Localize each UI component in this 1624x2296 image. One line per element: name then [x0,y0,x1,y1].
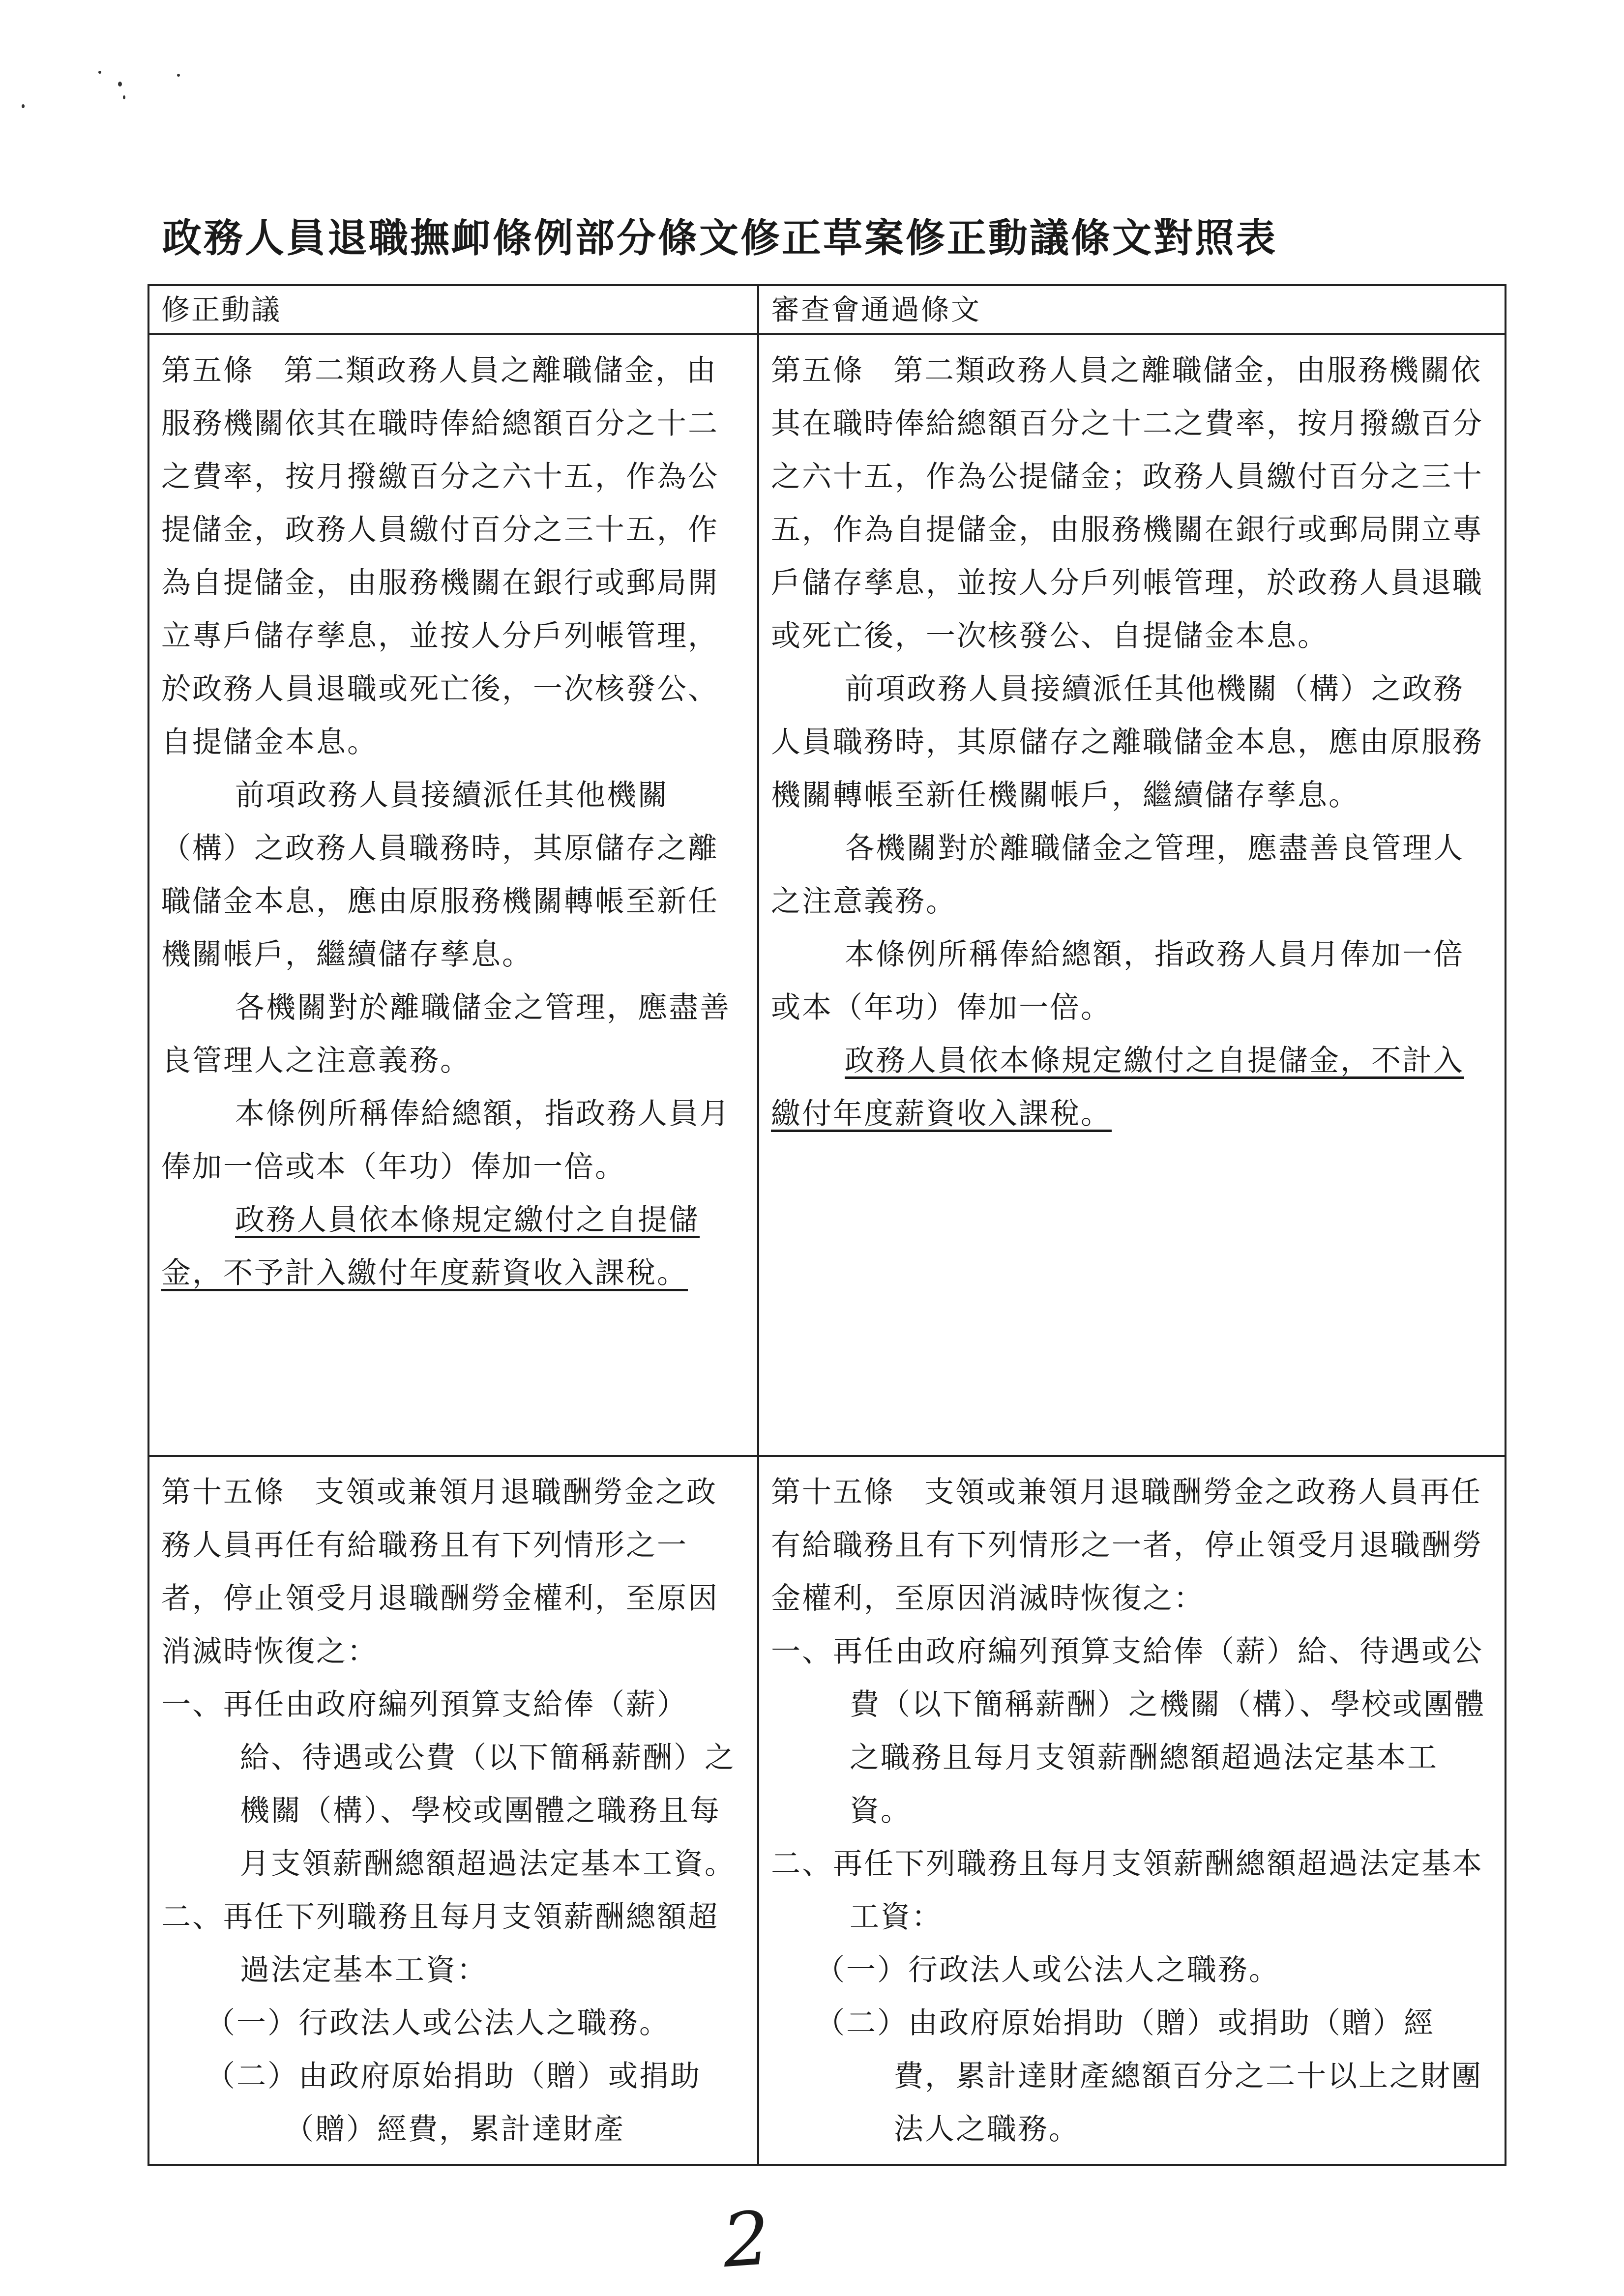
document-title: 政務人員退職撫卹條例部分條文修正草案修正動議條文對照表 [162,215,1277,261]
table-header-row [148,285,1506,334]
scan-speck [177,74,180,77]
article-number: 第五條 [771,353,864,388]
article-5-paragraph-3: 各機關對於離職儲金之管理，應盡善良管理人之注意義務。 [771,831,1464,919]
scan-speck [123,95,125,99]
article-15-subitem-1: （一）行政法人或公法人之職務。 [815,1953,1280,1987]
article-5-paragraph-2: 前項政務人員接續派任其他機關（構）之政務人員職務時，其原儲存之離職儲金本息，應由原服務機關轉帳至新任機關帳戶，繼續儲存孳息。 [771,672,1483,813]
table-row [148,1456,1506,2165]
scan-specks [20,59,226,108]
article-15-intro [771,1466,1492,1625]
article-15-subitem-2: （二）由政府原始捐助（贈）或捐助（贈）經費，累計達財產總額百分之二十以上之財團法人之職務。 [815,2006,1482,2147]
article-5-paragraph-4: 本條例所稱俸給總額，指政務人員月俸加一倍或本（年功）俸加一倍。 [771,937,1464,1025]
article-5-proposed-cell [148,334,758,1456]
header-proposed-amendment: 修正動議 [148,285,758,334]
article-15-proposed-cell [148,1456,758,2165]
scan-speck [98,71,101,74]
article-5-paragraph-1 [161,344,744,769]
article-5-paragraph-5 [771,1034,1492,1140]
paragraph-text: 支領或兼領月退職酬勞金之政務人員再任有給職務且有下列情形之一者，停止領受月退職酬勞金權利，至原因消滅時恢復之： [161,1475,719,1669]
article-number: 第十五條 [161,1475,285,1510]
paragraph-text: 支領或兼領月退職酬勞金之政務人員再任有給職務且有下列情形之一者，停止領受月退職酬勞金權利，至原因消滅時恢復之： [771,1475,1483,1616]
article-number: 第五條 [161,353,254,388]
page-number: 2 [720,2195,773,2285]
article-15-item-2: 二、再任下列職務且每月支領薪酬總額超過法定基本工資： [771,1847,1483,1934]
article-15-approved-cell [758,1456,1506,2165]
paragraph-text: 第二類政務人員之離職儲金，由服務機關依其在職時俸給總額百分之十二之費率，按月撥繳百分之六十五，作為公提儲金，政務人員繳付百分之三十五，作為自提儲金，由服務機關在銀行或郵局開立專戶儲存孳息，並按人分戶列帳管理，於政務人員退職或死亡後，一次核發公、自提儲金本息。 [161,353,719,759]
article-15-subitem-1: （一）行政法人或公法人之職務。 [206,2006,670,2040]
article-15-subitem-2: （二）由政府原始捐助（贈）或捐助（贈）經費，累計達財產 [206,2059,701,2147]
article-5-paragraph-5 [161,1193,744,1300]
amended-text: 政務人員依本條規定繳付之自提儲金，不計入繳付年度薪資收入課稅。 [771,1044,1464,1131]
article-15-item-1: 一、再任由政府編列預算支給俸（薪）給、待遇或公費（以下簡稱薪酬）之機關（構）、學校或團體之職務且每月支領薪酬總額超過法定基本工資。 [161,1687,736,1881]
article-15-intro [161,1466,744,1678]
header-committee-approved: 審查會通過條文 [758,285,1506,334]
article-5-paragraph-2: 前項政務人員接續派任其他機關（構）之政務人員職務時，其原儲存之離職儲金本息，應由原服務機關轉帳至新任機關帳戶，繼續儲存孳息。 [161,778,719,972]
table-row [148,334,1506,1456]
article-5-approved-cell [758,334,1506,1456]
scan-speck [118,82,122,87]
paragraph-text: 第二類政務人員之離職儲金，由服務機關依其在職時俸給總額百分之十二之費率，按月撥繳百分之六十五，作為公提儲金；政務人員繳付百分之三十五，作為自提儲金，由服務機關在銀行或郵局開立專戶儲存孳息，並按人分戶列帳管理，於政務人員退職或死亡後，一次核發公、自提儲金本息。 [771,353,1483,653]
article-5-paragraph-3: 各機關對於離職儲金之管理，應盡善良管理人之注意義務。 [161,990,731,1078]
article-5-paragraph-4: 本條例所稱俸給總額，指政務人員月俸加一倍或本（年功）俸加一倍。 [161,1097,731,1184]
article-15-item-2: 二、再任下列職務且每月支領薪酬總額超過法定基本工資： [161,1900,719,1987]
comparison-table [148,284,1506,2166]
article-15-item-1: 一、再任由政府編列預算支給俸（薪）給、待遇或公費（以下簡稱薪酬）之機關（構）、學校或團體之職務且每月支領薪酬總額超過法定基本工資。 [771,1634,1485,1828]
article-5-paragraph-1 [771,344,1492,663]
article-number: 第十五條 [771,1475,895,1510]
amended-text: 政務人員依本條規定繳付之自提儲金，不予計入繳付年度薪資收入課稅。 [161,1203,700,1290]
scan-speck [22,104,25,108]
